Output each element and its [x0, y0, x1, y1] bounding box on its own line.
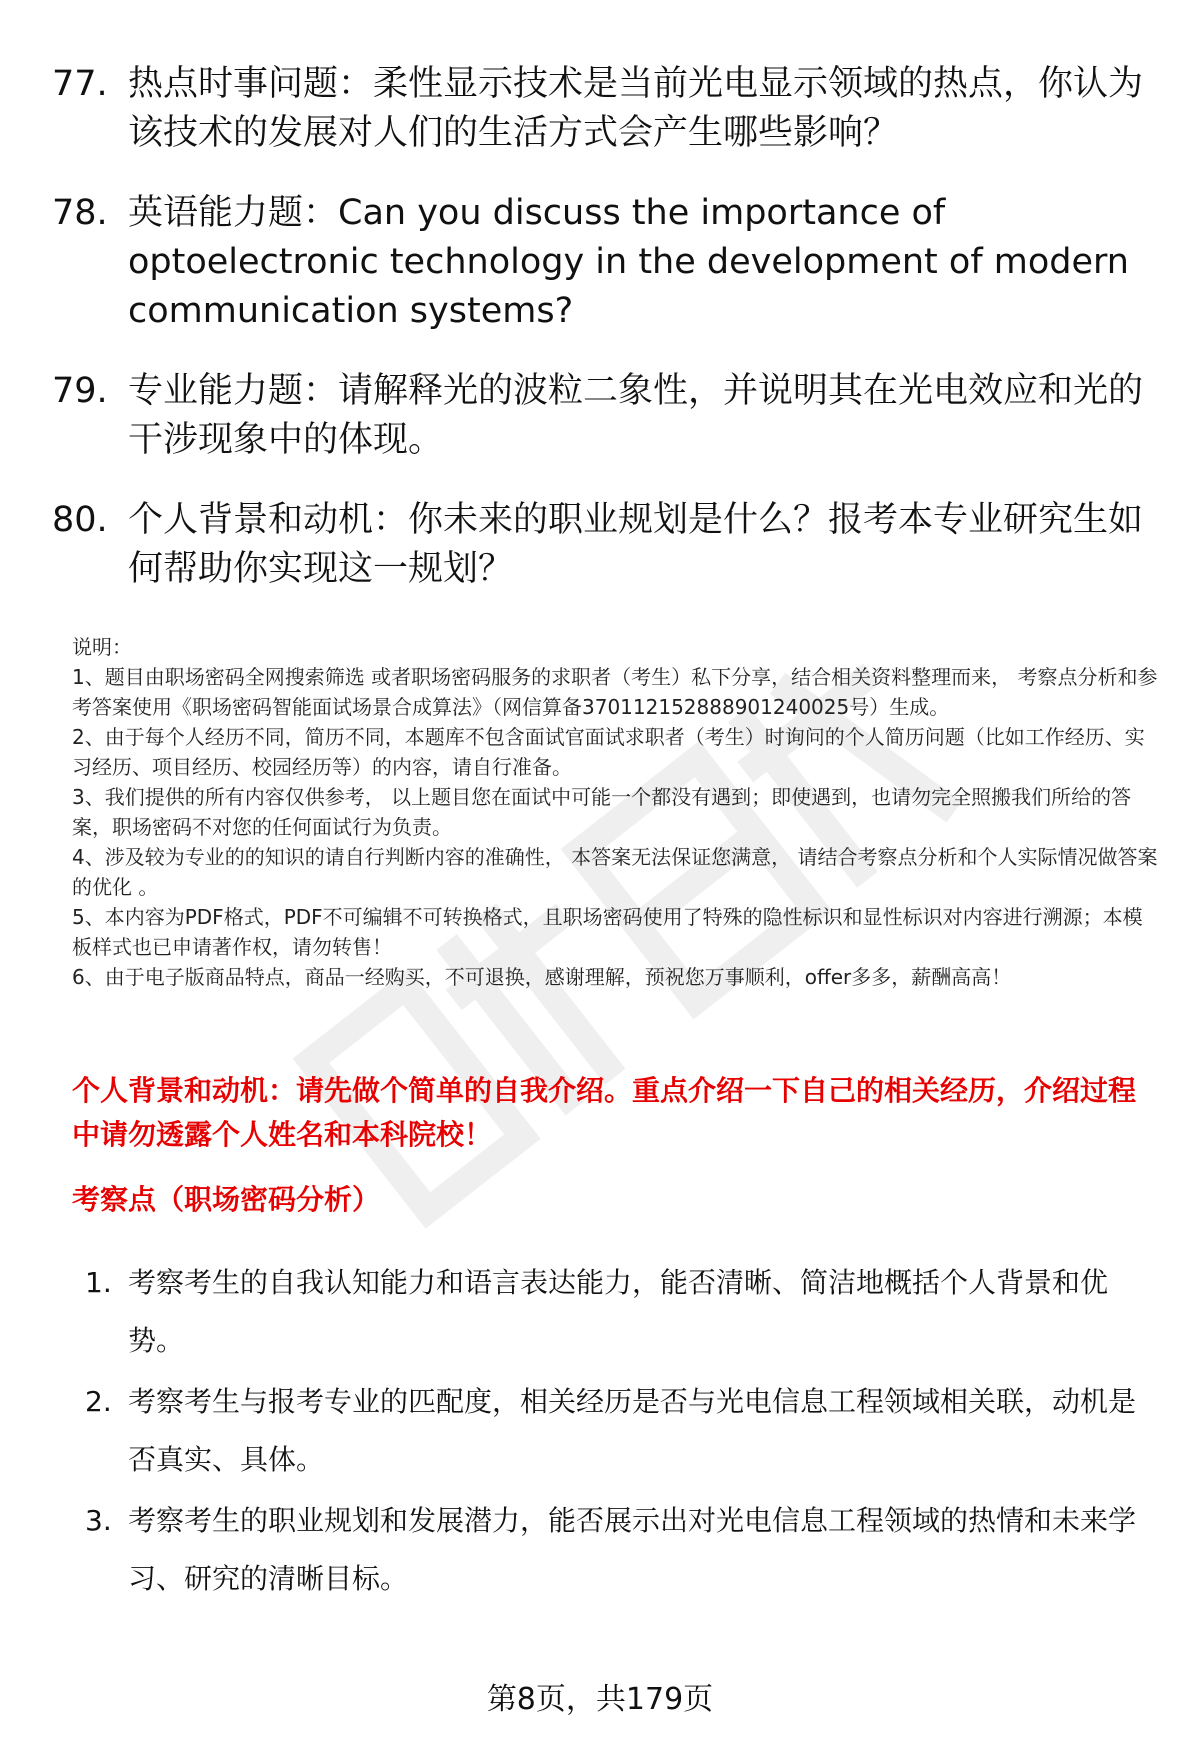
analysis-text: 考察考生与报考专业的匹配度，相关经历是否与光电信息工程领域相关联，动机是否真实、具体。 — [128, 1385, 1137, 1476]
featured-question-title: 个人背景和动机：请先做个简单的自我介绍。重点介绍一下自己的相关经历，介绍过程中请勿透露个人姓名和本科院校！ — [72, 1074, 1137, 1151]
question-80 — [52, 496, 1152, 594]
analysis-number: 2. — [85, 1385, 112, 1418]
question-78 — [52, 189, 1152, 336]
notes-heading: 说明： — [72, 635, 132, 659]
question-number: 78. — [52, 193, 108, 233]
question-number: 80. — [52, 500, 108, 540]
note-item: 5、本内容为PDF格式，PDF不可编辑不可转换格式，且职场密码使用了特殊的隐性标识和显性标识对内容进行溯源；本模板样式也已申请著作权，请勿转售！ — [72, 905, 1143, 959]
question-text: 英语能力题：Can you discuss the importance of optoelectronic technology in the development of modern communication systems? — [128, 193, 1129, 331]
analysis-heading: 考察点（职场密码分析） — [72, 1183, 381, 1216]
question-number: 79. — [52, 371, 108, 411]
analysis-item — [72, 1373, 1162, 1489]
analysis-item — [72, 1492, 1162, 1608]
analysis-item — [72, 1254, 1162, 1370]
note-item: 1、题目由职场密码全网搜索筛选 或者职场密码服务的求职者（考生）私下分享，结合相关资料整理而来， 考察点分析和参考答案使用《职场密码智能面试场景合成算法》（网信算备370112152888901240025号）生成。 — [72, 665, 1158, 719]
question-text: 个人背景和动机：你未来的职业规划是什么？报考本专业研究生如何帮助你实现这一规划？ — [128, 500, 1144, 589]
note-item: 3、我们提供的所有内容仅供参考， 以上题目您在面试中可能一个都没有遇到；即使遇到，也请勿完全照搬我们所给的答案，职场密码不对您的任何面试行为负责。 — [72, 785, 1132, 839]
question-text: 专业能力题：请解释光的波粒二象性，并说明其在光电效应和光的干涉现象中的体现。 — [128, 371, 1144, 460]
question-77 — [52, 60, 1152, 158]
analysis-number: 3. — [85, 1504, 112, 1537]
page-footer: 第8页，共179页 — [486, 1682, 714, 1717]
analysis-number: 1. — [85, 1266, 112, 1299]
question-text: 热点时事问题：柔性显示技术是当前光电显示领域的热点，你认为该技术的发展对人们的生活方式会产生哪些影响？ — [128, 64, 1144, 153]
analysis-text: 考察考生的自我认知能力和语言表达能力，能否清晰、简洁地概括个人背景和优势。 — [128, 1266, 1109, 1357]
question-number: 77. — [52, 64, 108, 104]
analysis-text: 考察考生的职业规划和发展潜力，能否展示出对光电信息工程领域的热情和未来学习、研究的清晰目标。 — [128, 1504, 1137, 1595]
question-list — [52, 60, 1152, 625]
analysis-list — [72, 1254, 1162, 1611]
note-item: 2、由于每个人经历不同，简历不同，本题库不包含面试官面试求职者（考生）时询问的个人简历问题（比如工作经历、实习经历、项目经历、校园经历等）的内容，请自行准备。 — [72, 725, 1145, 779]
note-item: 4、涉及较为专业的的知识的请自行判断内容的准确性， 本答案无法保证您满意， 请结合考察点分析和个人实际情况做答案的优化 。 — [72, 845, 1158, 899]
question-79 — [52, 367, 1152, 465]
notes-section — [72, 632, 1162, 992]
note-item: 6、由于电子版商品特点，商品一经购买，不可退换，感谢理解，预祝您万事顺利，offer多多，薪酬高高！ — [72, 965, 1012, 989]
